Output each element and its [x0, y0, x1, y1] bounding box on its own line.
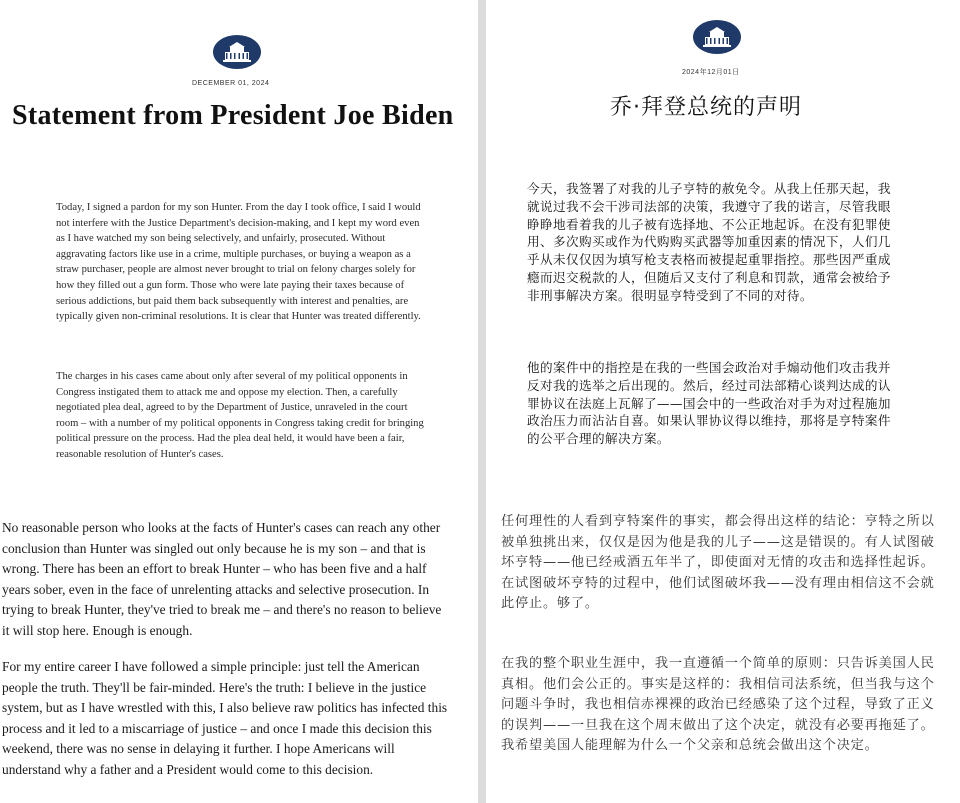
statement-date: 2024年12月01日 — [682, 69, 740, 76]
statement-paragraph: 今天，我签署了对我的儿子亨特的赦免令。从我上任那天起，我就说过我不会干涉司法部的决策，我遵守了我的诺言，尽管我眼睁睁地看着我的儿子被有选择地、不公正地起诉。在没有犯罪使用、多次购买或作为代购购买武器等加重因素的情况下，人们几乎从未仅仅因为填写枪支表格而被提起重罪指控。那些因严重成瘾而迟交税款的人，但随后又支付了利息和罚款，通常会被给予非刑事解决方案。很明显亨特受到了不同的对待。 — [527, 181, 891, 303]
chinese-statement-page — [486, 0, 960, 803]
page-title: Statement from President Joe Biden — [12, 100, 454, 131]
english-statement-page — [0, 0, 478, 803]
statement-date: DECEMBER 01, 2024 — [192, 80, 270, 87]
statement-paragraph: The charges in his cases came about only after several of my political opponents in Congress instigated them to attack me and oppose my election. Then, a carefully negotiated plea deal, agreed to by the Department of Justice, unraveled in the court room – with a number of my political opponents in Congress taking credit for bringing political pressure on the process. Had the plea deal held, it would have been a fair, reasonable resolution of Hunter's cases. — [56, 371, 424, 460]
white-house-seal-icon — [213, 35, 261, 69]
page-divider — [478, 0, 486, 803]
statement-paragraph: 在我的整个职业生涯中，我一直遵循一个简单的原则：只告诉美国人民真相。他们会公正的。事实是这样的：我相信司法系统，但当我与这个问题斗争时，我也相信赤裸裸的政治已经感染了这个过程，导致了正义的误判——一旦我在这个周末做出了这个决定，就没有必要再拖延了。我希望美国人能理解为什么一个父亲和总统会做出这个决定。 — [501, 656, 935, 754]
statement-paragraph: For my entire career I have followed a simple principle: just tell the American people the truth. They'll be fair-minded. Here's the truth: I believe in the justice system, but as I have wrestled with this, I also believe raw politics has infected this process and it led to a miscarriage of justice – and once I made this decision this weekend, there was no sense in delaying it further. I hope Americans will understand why a father and a President would come to this decision. — [2, 659, 448, 777]
white-house-seal-icon — [693, 20, 741, 54]
page-title: 乔·拜登总统的声明 — [610, 95, 802, 120]
statement-paragraph: Today, I signed a pardon for my son Hunter. From the day I took office, I said I would not interfere with the Justice Department's decision-making, and I kept my word even as I have watched my son being selectively, and unfairly, prosecuted. Without aggravating factors like use in a crime, multiple purchases, or buying a weapon as a straw purchaser, people are almost never brought to trial on felony charges solely for how they filled out a gun form. Those who were late paying their taxes because of serious addictions, but paid them back subsequently with interest and penalties, are typically given non-criminal resolutions. It is clear that Hunter was treated differently. — [56, 202, 421, 323]
statement-paragraph: 他的案件中的指控是在我的一些国会政治对手煽动他们攻击我并反对我的选举之后出现的。然后，经过司法部精心谈判达成的认罪协议在法庭上瓦解了——国会中的一些政治对手为对过程施加政治压力而沾沾自喜。如果认罪协议得以维持，那将是亨特案件的公平合理的解决方案。 — [527, 360, 891, 447]
statement-paragraph: 任何理性的人看到亨特案件的事实，都会得出这样的结论：亨特之所以被单独挑出来，仅仅是因为他是我的儿子——这是错误的。有人试图破坏亨特——他已经戒酒五年半了，即使面对无情的攻击和选择性起诉。在试图破坏亨特的过程中，他们试图破坏我——没有理由相信这不会就此停止。够了。 — [501, 514, 935, 612]
statement-paragraph: No reasonable person who looks at the facts of Hunter's cases can reach any other conclusion than Hunter was singled out only because he is my son – and that is wrong. There has been an effort to break Hunter – who has been five and a half years sober, even in the face of unrelenting attacks and selective prosecution. In trying to break Hunter, they've tried to break me – and there's no reason to believe it will stop here. Enough is enough. — [2, 520, 442, 638]
